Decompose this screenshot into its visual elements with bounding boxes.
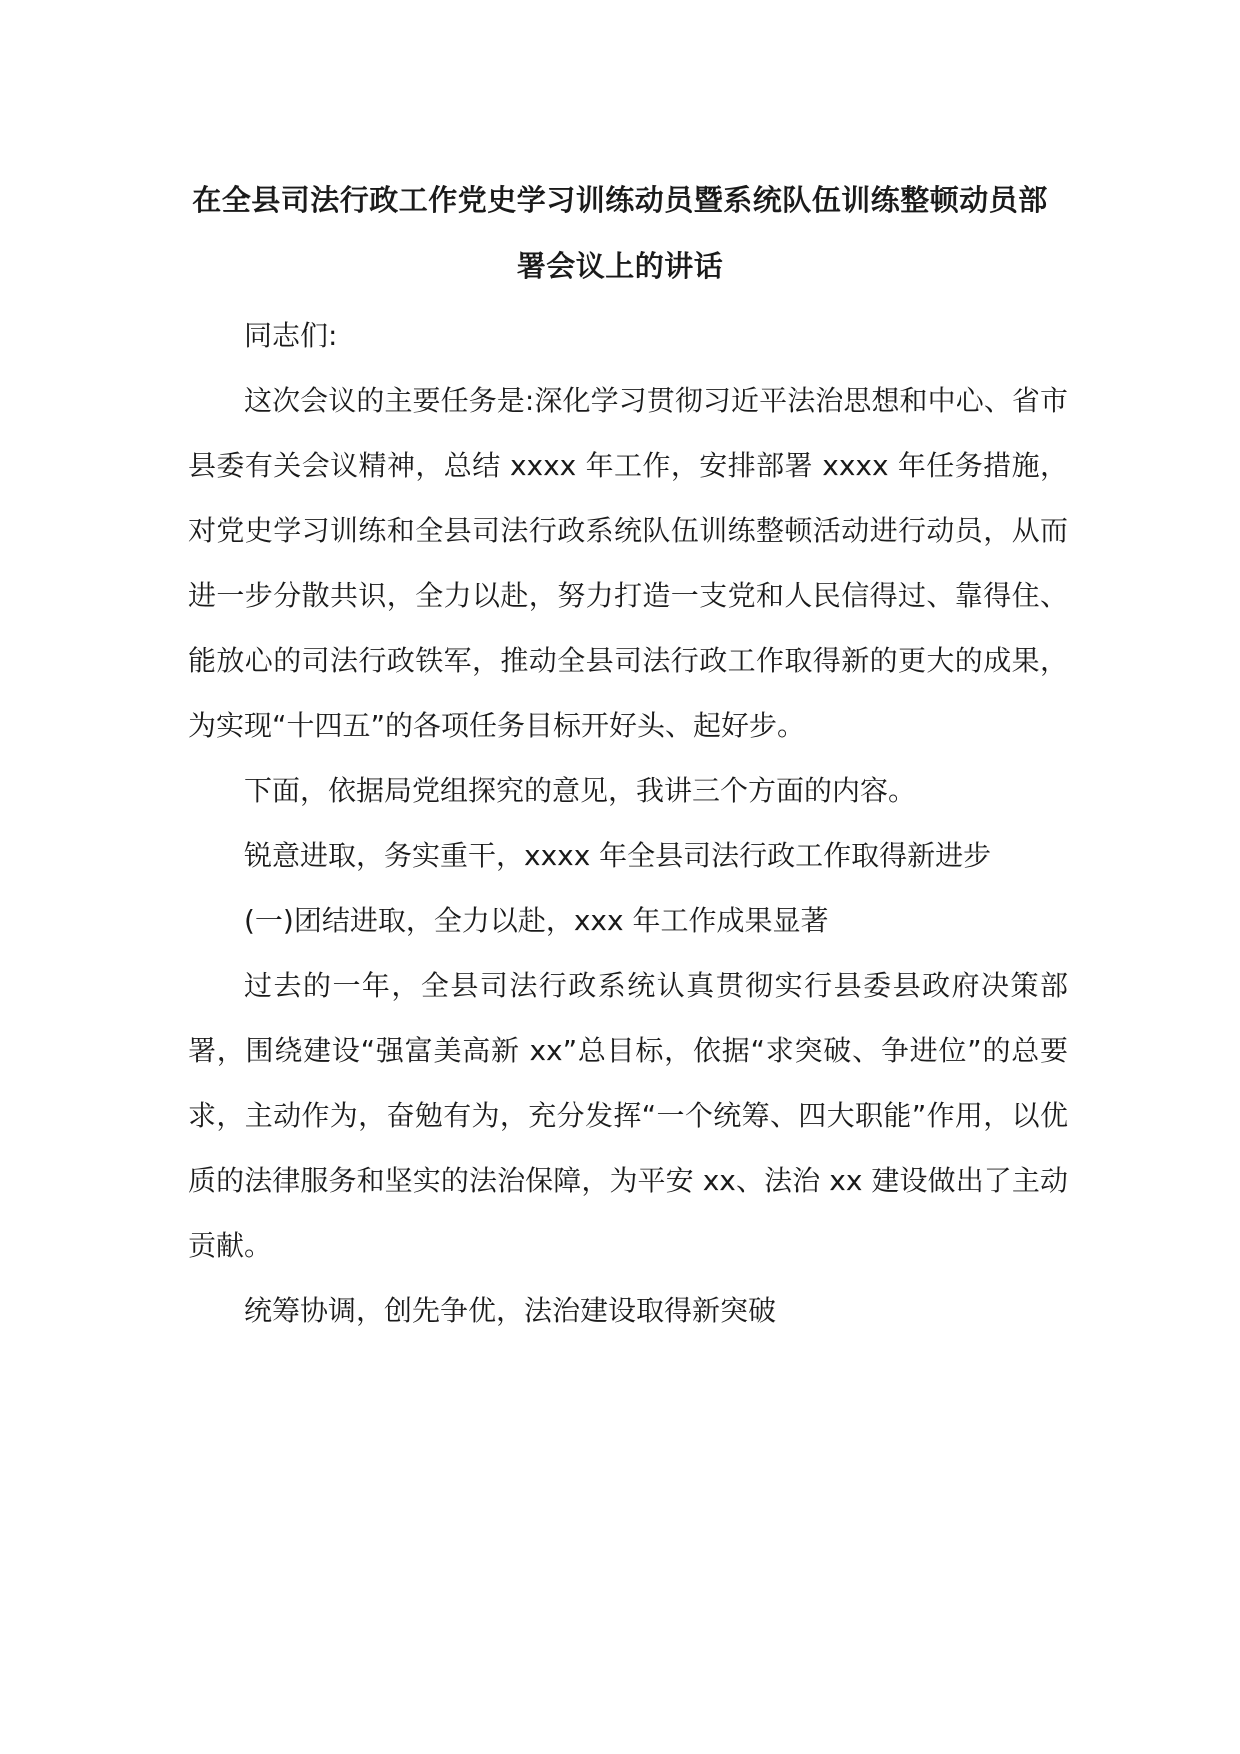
subsection-heading-1: (一)团结进取，全力以赴，xxx 年工作成果显著	[244, 904, 829, 937]
subsection-heading-2: 统筹协调，创先争优，法治建设取得新突破	[244, 1294, 777, 1327]
document-body	[188, 303, 1068, 1343]
document-title-line-1: 在全县司法行政工作党史学习训练动员暨系统队伍训练整顿动员部	[192, 183, 1048, 217]
paragraph-past-year: 过去的一年，全县司法行政系统认真贯彻实行县委县政府决策部署，围绕建设“强富美高新 xx”总目标，依据“求突破、争进位”的总要求，主动作为，奋勉有为，充分发挥“一个统筹、四大职能”作用，以优质的法律服务和坚实的法治保障，为平安 xx、法治 xx 建设做出了主动贡献。	[188, 969, 1068, 1262]
paragraph-outline: 下面，依据局党组探究的意见，我讲三个方面的内容。	[244, 774, 917, 807]
section-heading-1: 锐意进取，务实重干，xxxx 年全县司法行政工作取得新进步	[244, 839, 992, 872]
paragraph-meeting-tasks: 这次会议的主要任务是:深化学习贯彻习近平法治思想和中心、省市县委有关会议精神，总结 xxxx 年工作，安排部署 xxxx 年任务措施，对党史学习训练和全县司法行政系统队伍训练整顿活动进行动员，从而进一步分散共识，全力以赴，努力打造一支党和人民信得过、靠得住、能放心的司法行政铁军，推动全县司法行政工作取得新的更大的成果，为实现“十四五”的各项任务目标开好头、起好步。	[188, 384, 1068, 742]
salutation: 同志们:	[244, 319, 338, 352]
document-title-line-2: 署会议上的讲话	[516, 249, 724, 283]
